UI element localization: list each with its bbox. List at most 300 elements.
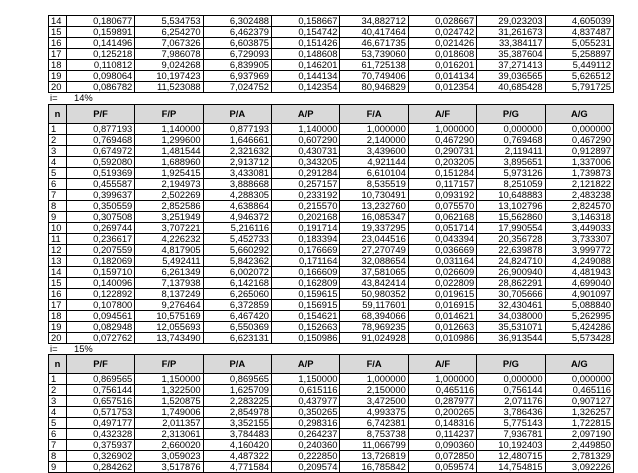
factor-cell: 0,000000 bbox=[477, 123, 545, 134]
factor-cell: 1,749006 bbox=[135, 407, 203, 418]
period-cell: 3 bbox=[49, 145, 67, 156]
factor-cell: 0,202168 bbox=[272, 211, 340, 222]
factor-cell: 10,575169 bbox=[135, 310, 203, 321]
factor-cell: 37,271413 bbox=[477, 60, 545, 71]
table-row bbox=[49, 385, 614, 396]
factor-cell: 0,291284 bbox=[272, 167, 340, 178]
table-row bbox=[49, 71, 614, 82]
factor-cell: 4,160420 bbox=[203, 440, 271, 451]
column-header: A/G bbox=[545, 355, 613, 374]
table-row bbox=[49, 222, 614, 233]
factor-cell: 0,287977 bbox=[408, 396, 476, 407]
factor-cell: 0,028667 bbox=[408, 16, 476, 27]
factor-cell: 0,141496 bbox=[66, 38, 134, 49]
factor-cell: 5,534753 bbox=[135, 16, 203, 27]
factor-cell: 1,625709 bbox=[203, 385, 271, 396]
factor-cell: 0,869565 bbox=[203, 374, 271, 385]
factor-cell: 2,283225 bbox=[203, 396, 271, 407]
factor-cell: 0,148608 bbox=[272, 49, 340, 60]
table-row bbox=[49, 16, 614, 27]
factor-cell: 0,290731 bbox=[408, 145, 476, 156]
factor-cell: 6,603875 bbox=[203, 38, 271, 49]
factor-cell: 1,140000 bbox=[135, 123, 203, 134]
factor-cell: 2,071176 bbox=[477, 396, 545, 407]
table-row bbox=[49, 134, 614, 145]
factor-cell: 2,140000 bbox=[340, 134, 408, 145]
factor-cell: 5,842362 bbox=[203, 255, 271, 266]
table-row bbox=[49, 396, 614, 407]
period-cell: 6 bbox=[49, 178, 67, 189]
factor-cell: 0,233192 bbox=[272, 189, 340, 200]
factor-cell: 2,781329 bbox=[545, 451, 613, 462]
factor-cell: 3,888668 bbox=[203, 178, 271, 189]
factor-cell: 6,610104 bbox=[340, 167, 408, 178]
period-cell: 4 bbox=[49, 156, 67, 167]
period-cell: 17 bbox=[49, 299, 67, 310]
table-row bbox=[49, 167, 614, 178]
factor-cell: 0,072762 bbox=[66, 332, 134, 343]
header-row bbox=[49, 355, 614, 374]
factor-cell: 23,044516 bbox=[340, 233, 408, 244]
factor-cell: 15,562860 bbox=[477, 211, 545, 222]
factor-cell: 39,036565 bbox=[477, 71, 545, 82]
factor-cell: 0,465116 bbox=[545, 385, 613, 396]
factor-cell: 0,016201 bbox=[408, 60, 476, 71]
factor-cell: 2,119411 bbox=[477, 145, 545, 156]
factor-cell: 6,550369 bbox=[203, 321, 271, 332]
factor-cell: 0,043394 bbox=[408, 233, 476, 244]
period-cell: 12 bbox=[49, 244, 67, 255]
period-cell: 15 bbox=[49, 27, 67, 38]
factor-cell: 0,176669 bbox=[272, 244, 340, 255]
rate-key: i= bbox=[50, 342, 58, 354]
period-cell: 7 bbox=[49, 189, 67, 200]
factor-cell: 0,437977 bbox=[272, 396, 340, 407]
factor-cell: 1,140000 bbox=[272, 123, 340, 134]
factor-cell: 10,648883 bbox=[477, 189, 545, 200]
factor-cell: 0,036669 bbox=[408, 244, 476, 255]
factor-cell: 2,660020 bbox=[135, 440, 203, 451]
factor-cell: 59,117601 bbox=[340, 299, 408, 310]
interest-rate-label bbox=[48, 344, 614, 355]
factor-cell: 0,051714 bbox=[408, 222, 476, 233]
period-cell: 20 bbox=[49, 332, 67, 343]
factor-cell: 2,011357 bbox=[135, 418, 203, 429]
top-table-body bbox=[49, 16, 614, 93]
factor-cell: 20,356728 bbox=[477, 233, 545, 244]
period-cell: 11 bbox=[49, 233, 67, 244]
factor-cell: 3,517876 bbox=[135, 462, 203, 473]
factor-cell: 4,487322 bbox=[203, 451, 271, 462]
period-cell: 16 bbox=[49, 38, 67, 49]
factor-cell: 0,769468 bbox=[66, 134, 134, 145]
factor-cell: 0,093192 bbox=[408, 189, 476, 200]
factor-cell: 4,817905 bbox=[135, 244, 203, 255]
table-row bbox=[49, 277, 614, 288]
period-cell: 2 bbox=[49, 134, 67, 145]
factor-cell: 4,699040 bbox=[545, 277, 613, 288]
factor-cell: 3,472500 bbox=[340, 396, 408, 407]
factor-cell: 32,088654 bbox=[340, 255, 408, 266]
factor-cell: 43,842414 bbox=[340, 277, 408, 288]
factor-cell: 0,019615 bbox=[408, 288, 476, 299]
factor-cell: 4,901097 bbox=[545, 288, 613, 299]
factor-cell: 3,251949 bbox=[135, 211, 203, 222]
factor-cell: 2,321632 bbox=[203, 145, 271, 156]
rate-blocks bbox=[48, 93, 614, 473]
factor-cell: 29,023203 bbox=[477, 16, 545, 27]
factor-cell: 0,657516 bbox=[66, 396, 134, 407]
period-cell: 6 bbox=[49, 429, 67, 440]
period-cell: 8 bbox=[49, 200, 67, 211]
factor-cell: 24,824710 bbox=[477, 255, 545, 266]
factor-cell: 0,159891 bbox=[66, 27, 134, 38]
factor-cell: 0,215570 bbox=[272, 200, 340, 211]
factor-cell: 0,151284 bbox=[408, 167, 476, 178]
factor-cell: 0,018608 bbox=[408, 49, 476, 60]
factor-cell: 7,986078 bbox=[135, 49, 203, 60]
factor-cell: 0,094561 bbox=[66, 310, 134, 321]
period-cell: 9 bbox=[49, 211, 67, 222]
factor-cell: 6,937969 bbox=[203, 71, 271, 82]
factor-cell: 1,150000 bbox=[135, 374, 203, 385]
factor-cell: 6,467420 bbox=[203, 310, 271, 321]
factor-cell: 1,150000 bbox=[272, 374, 340, 385]
factor-cell: 0,343205 bbox=[272, 156, 340, 167]
rate-value: 15% bbox=[74, 342, 93, 354]
factor-cell: 13,743490 bbox=[135, 332, 203, 343]
factor-cell: 3,733307 bbox=[545, 233, 613, 244]
period-cell: 9 bbox=[49, 462, 67, 473]
factor-cell: 0,877193 bbox=[203, 123, 271, 134]
column-header: A/P bbox=[272, 104, 340, 123]
factor-cell: 0,152663 bbox=[272, 321, 340, 332]
factor-cell: 4,226232 bbox=[135, 233, 203, 244]
factor-cell: 3,895651 bbox=[477, 156, 545, 167]
factor-cell: 6,623131 bbox=[203, 332, 271, 343]
factor-cell: 1,299600 bbox=[135, 134, 203, 145]
factor-cell: 7,067326 bbox=[135, 38, 203, 49]
factor-cell: 6,839905 bbox=[203, 60, 271, 71]
period-cell: 8 bbox=[49, 451, 67, 462]
table-row bbox=[49, 310, 614, 321]
factor-cell: 50,980352 bbox=[340, 288, 408, 299]
factor-cell: 19,337295 bbox=[340, 222, 408, 233]
factor-cell: 5,055231 bbox=[545, 38, 613, 49]
factor-cell: 11,523088 bbox=[135, 82, 203, 93]
factor-cell: 5,626512 bbox=[545, 71, 613, 82]
factor-cell: 0,375937 bbox=[66, 440, 134, 451]
factor-cell: 2,913712 bbox=[203, 156, 271, 167]
factor-cell: 0,082948 bbox=[66, 321, 134, 332]
factor-cell: 0,571753 bbox=[66, 407, 134, 418]
factor-cell: 70,749406 bbox=[340, 71, 408, 82]
column-header: A/P bbox=[272, 355, 340, 374]
factor-cell: 0,257157 bbox=[272, 178, 340, 189]
column-header: P/A bbox=[203, 355, 271, 374]
factor-cell: 9,276464 bbox=[135, 299, 203, 310]
factor-cell: 4,837487 bbox=[545, 27, 613, 38]
factor-cell: 0,430731 bbox=[272, 145, 340, 156]
top-table bbox=[48, 15, 614, 93]
factor-cell: 0,298316 bbox=[272, 418, 340, 429]
factor-cell: 0,756144 bbox=[477, 385, 545, 396]
factor-cell: 0,200265 bbox=[408, 407, 476, 418]
factor-cell: 4,946372 bbox=[203, 211, 271, 222]
factor-cell: 0,117157 bbox=[408, 178, 476, 189]
factor-cell: 5,775143 bbox=[477, 418, 545, 429]
factor-cell: 2,150000 bbox=[340, 385, 408, 396]
factor-cell: 0,016915 bbox=[408, 299, 476, 310]
factor-cell: 4,921144 bbox=[340, 156, 408, 167]
factor-cell: 6,254270 bbox=[135, 27, 203, 38]
factor-cell: 0,264237 bbox=[272, 429, 340, 440]
factor-cell: 0,769468 bbox=[477, 134, 545, 145]
factor-cell: 27,270749 bbox=[340, 244, 408, 255]
period-cell: 1 bbox=[49, 123, 67, 134]
period-cell: 4 bbox=[49, 407, 67, 418]
period-cell: 5 bbox=[49, 418, 67, 429]
factor-cell: 13,232760 bbox=[340, 200, 408, 211]
factor-cell: 5,088840 bbox=[545, 299, 613, 310]
factor-cell: 6,002072 bbox=[203, 266, 271, 277]
column-header: A/G bbox=[545, 104, 613, 123]
factor-cell: 6,729093 bbox=[203, 49, 271, 60]
factor-cell: 32,430461 bbox=[477, 299, 545, 310]
factor-cell: 2,097190 bbox=[545, 429, 613, 440]
factor-cell: 2,449850 bbox=[545, 440, 613, 451]
factor-cell: 0,075570 bbox=[408, 200, 476, 211]
table-row bbox=[49, 60, 614, 71]
factor-cell: 0,182069 bbox=[66, 255, 134, 266]
rate-value: 14% bbox=[74, 92, 93, 103]
table-row bbox=[49, 418, 614, 429]
factor-cell: 3,439600 bbox=[340, 145, 408, 156]
factor-cell: 6,261349 bbox=[135, 266, 203, 277]
factor-cell: 78,969235 bbox=[340, 321, 408, 332]
factor-cell: 35,531071 bbox=[477, 321, 545, 332]
table-row bbox=[49, 451, 614, 462]
table-row bbox=[49, 145, 614, 156]
period-cell: 18 bbox=[49, 60, 67, 71]
table-row bbox=[49, 407, 614, 418]
factor-cell: 0,140096 bbox=[66, 277, 134, 288]
factor-cell: 0,010986 bbox=[408, 332, 476, 343]
period-cell: 17 bbox=[49, 49, 67, 60]
factor-cell: 0,059574 bbox=[408, 462, 476, 473]
factor-cell: 5,492411 bbox=[135, 255, 203, 266]
factor-cell: 12,480715 bbox=[477, 451, 545, 462]
factor-cell: 34,882712 bbox=[340, 16, 408, 27]
factor-cell: 4,605039 bbox=[545, 16, 613, 27]
factor-cell: 0,144134 bbox=[272, 71, 340, 82]
factor-cell: 0,399637 bbox=[66, 189, 134, 200]
factor-cell: 0,156915 bbox=[272, 299, 340, 310]
period-cell: 5 bbox=[49, 167, 67, 178]
factor-cell: 1,520875 bbox=[135, 396, 203, 407]
factor-cell: 46,671735 bbox=[340, 38, 408, 49]
factor-cell: 2,824570 bbox=[545, 200, 613, 211]
factor-cell: 0,222850 bbox=[272, 451, 340, 462]
factor-cell: 4,993375 bbox=[340, 407, 408, 418]
factor-cell: 2,852586 bbox=[135, 200, 203, 211]
factor-cell: 0,455587 bbox=[66, 178, 134, 189]
table-row bbox=[49, 374, 614, 385]
factor-cell: 3,146318 bbox=[545, 211, 613, 222]
factor-cell: 0,062168 bbox=[408, 211, 476, 222]
factor-cell: 7,137938 bbox=[135, 277, 203, 288]
column-header: P/F bbox=[66, 355, 134, 374]
factor-cell: 61,725138 bbox=[340, 60, 408, 71]
factor-cell: 0,026609 bbox=[408, 266, 476, 277]
factor-table bbox=[48, 104, 614, 344]
factor-cell: 5,424286 bbox=[545, 321, 613, 332]
factor-cell: 5,973126 bbox=[477, 167, 545, 178]
column-header: P/G bbox=[477, 104, 545, 123]
factor-cell: 3,059023 bbox=[135, 451, 203, 462]
factor-cell: 3,784483 bbox=[203, 429, 271, 440]
factor-cell: 1,481544 bbox=[135, 145, 203, 156]
factor-cell: 7,024752 bbox=[203, 82, 271, 93]
factor-cell: 0,467290 bbox=[545, 134, 613, 145]
factor-cell: 1,688960 bbox=[135, 156, 203, 167]
factor-cell: 0,159615 bbox=[272, 288, 340, 299]
factor-cell: 0,012663 bbox=[408, 321, 476, 332]
factor-cell: 0,142354 bbox=[272, 82, 340, 93]
factor-cell: 3,352155 bbox=[203, 418, 271, 429]
factor-cell: 40,685428 bbox=[477, 82, 545, 93]
factor-cell: 9,024268 bbox=[135, 60, 203, 71]
factor-cell: 0,000000 bbox=[545, 374, 613, 385]
period-cell: 16 bbox=[49, 288, 67, 299]
period-cell: 18 bbox=[49, 310, 67, 321]
table-row bbox=[49, 38, 614, 49]
factor-cell: 0,114237 bbox=[408, 429, 476, 440]
column-header: n bbox=[49, 355, 67, 374]
table-row bbox=[49, 288, 614, 299]
table-row bbox=[49, 233, 614, 244]
factor-cell: 5,452733 bbox=[203, 233, 271, 244]
factor-cell: 0,021426 bbox=[408, 38, 476, 49]
factor-cell: 17,990554 bbox=[477, 222, 545, 233]
factor-cell: 2,502269 bbox=[135, 189, 203, 200]
factor-cell: 0,607290 bbox=[272, 134, 340, 145]
factor-cell: 0,869565 bbox=[66, 374, 134, 385]
period-cell: 13 bbox=[49, 255, 67, 266]
factor-cell: 0,110812 bbox=[66, 60, 134, 71]
column-header: F/A bbox=[340, 104, 408, 123]
factor-cell: 5,791725 bbox=[545, 82, 613, 93]
period-cell: 7 bbox=[49, 440, 67, 451]
factor-cell: 0,090360 bbox=[408, 440, 476, 451]
factor-cell: 0,240360 bbox=[272, 440, 340, 451]
factor-cell: 1,322500 bbox=[135, 385, 203, 396]
factor-cell: 0,912897 bbox=[545, 145, 613, 156]
column-header: n bbox=[49, 104, 67, 123]
factor-cell: 14,754815 bbox=[477, 462, 545, 473]
factor-cell: 6,742381 bbox=[340, 418, 408, 429]
factor-cell: 5,449112 bbox=[545, 60, 613, 71]
factor-cell: 8,753738 bbox=[340, 429, 408, 440]
factor-cell: 0,150986 bbox=[272, 332, 340, 343]
factor-cell: 1,326257 bbox=[545, 407, 613, 418]
table-row bbox=[49, 82, 614, 93]
table-row bbox=[49, 200, 614, 211]
column-header: F/P bbox=[135, 104, 203, 123]
header-row bbox=[49, 104, 614, 123]
factor-cell: 0,207559 bbox=[66, 244, 134, 255]
table-row bbox=[49, 123, 614, 134]
table-row bbox=[49, 440, 614, 451]
factor-cell: 0,024742 bbox=[408, 27, 476, 38]
period-cell: 10 bbox=[49, 222, 67, 233]
table-row bbox=[49, 211, 614, 222]
interest-factor-sheet bbox=[48, 15, 614, 473]
factor-cell: 3,092226 bbox=[545, 462, 613, 473]
factor-cell: 0,014134 bbox=[408, 71, 476, 82]
period-cell: 20 bbox=[49, 82, 67, 93]
factor-cell: 7,936781 bbox=[477, 429, 545, 440]
factor-cell: 4,288305 bbox=[203, 189, 271, 200]
table-row bbox=[49, 49, 614, 60]
factor-cell: 30,705666 bbox=[477, 288, 545, 299]
factor-cell: 13,726819 bbox=[340, 451, 408, 462]
factor-cell: 0,615116 bbox=[272, 385, 340, 396]
factor-cell: 31,261673 bbox=[477, 27, 545, 38]
period-cell: 14 bbox=[49, 16, 67, 27]
factor-cell: 6,265060 bbox=[203, 288, 271, 299]
factor-cell: 0,031164 bbox=[408, 255, 476, 266]
factor-cell: 2,854978 bbox=[203, 407, 271, 418]
factor-cell: 4,249088 bbox=[545, 255, 613, 266]
factor-cell: 8,137249 bbox=[135, 288, 203, 299]
column-header: F/A bbox=[340, 355, 408, 374]
factor-cell: 80,946829 bbox=[340, 82, 408, 93]
factor-cell: 0,180677 bbox=[66, 16, 134, 27]
factor-cell: 5,258897 bbox=[545, 49, 613, 60]
table-row bbox=[49, 178, 614, 189]
factor-cell: 0,151426 bbox=[272, 38, 340, 49]
factor-cell: 6,372859 bbox=[203, 299, 271, 310]
factor-cell: 3,707221 bbox=[135, 222, 203, 233]
factor-cell: 40,417464 bbox=[340, 27, 408, 38]
factor-cell: 1,739873 bbox=[545, 167, 613, 178]
period-cell: 2 bbox=[49, 385, 67, 396]
factor-cell: 0,171164 bbox=[272, 255, 340, 266]
factor-cell: 2,313061 bbox=[135, 429, 203, 440]
factor-cell: 0,877193 bbox=[66, 123, 134, 134]
factor-cell: 0,674972 bbox=[66, 145, 134, 156]
factor-cell: 5,573428 bbox=[545, 332, 613, 343]
column-header: A/F bbox=[408, 355, 476, 374]
factor-cell: 0,146201 bbox=[272, 60, 340, 71]
factor-cell: 4,771584 bbox=[203, 462, 271, 473]
factor-cell: 12,055693 bbox=[135, 321, 203, 332]
factor-cell: 0,209574 bbox=[272, 462, 340, 473]
factor-cell: 1,722815 bbox=[545, 418, 613, 429]
period-cell: 19 bbox=[49, 71, 67, 82]
factor-cell: 0,154742 bbox=[272, 27, 340, 38]
factor-cell: 10,730491 bbox=[340, 189, 408, 200]
factor-cell: 1,000000 bbox=[408, 123, 476, 134]
factor-cell: 2,121822 bbox=[545, 178, 613, 189]
column-header: F/P bbox=[135, 355, 203, 374]
factor-cell: 0,012354 bbox=[408, 82, 476, 93]
factor-cell: 0,000000 bbox=[545, 123, 613, 134]
factor-cell: 0,269744 bbox=[66, 222, 134, 233]
factor-cell: 0,125218 bbox=[66, 49, 134, 60]
factor-cell: 0,022809 bbox=[408, 277, 476, 288]
